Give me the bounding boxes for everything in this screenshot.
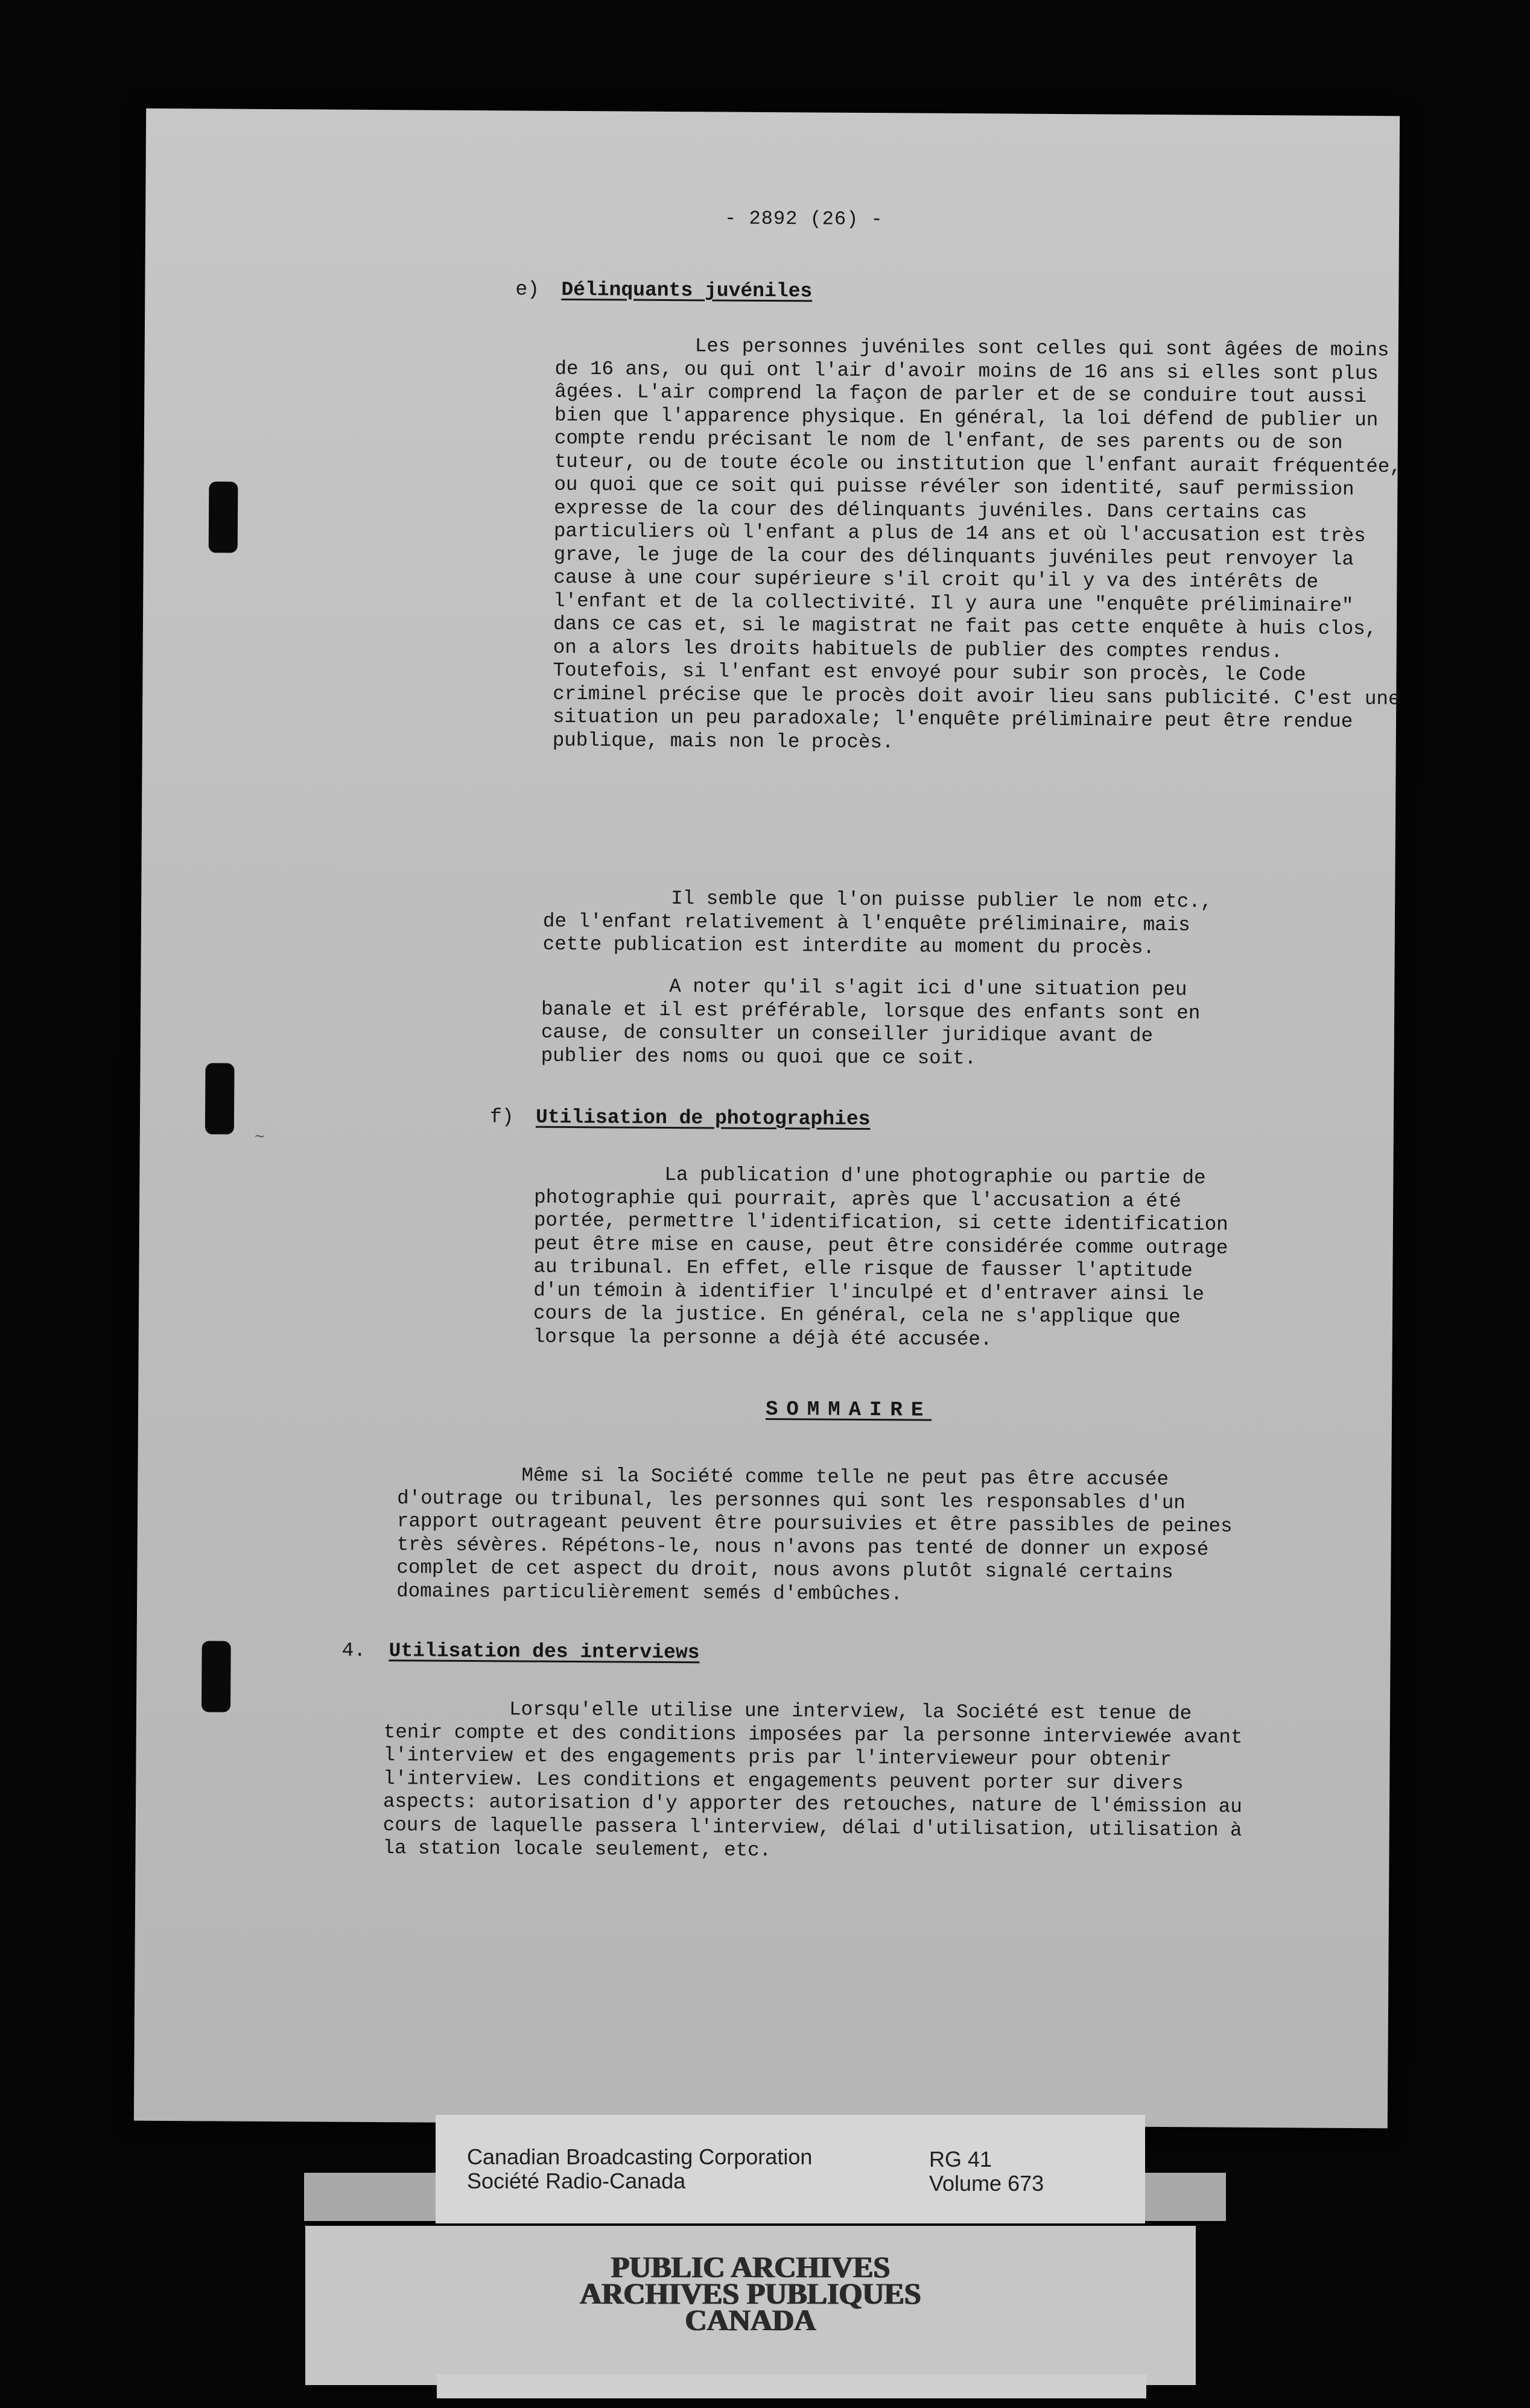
- archive-record-group: RG 41: [929, 2147, 992, 2172]
- archive-org-fr: Société Radio-Canada: [467, 2169, 686, 2193]
- binder-hole: [202, 1641, 231, 1712]
- summary-paragraph: Même si la Société comme telle ne peut pas être accusée d'outrage ou tribunal, les personnes qui sont les responsables d'un rapport outrageant peuvent être poursuivies et être passibles de peines très sévères. Répétons-le, nous n'avons pas tenté de donner un exposé complet de cet aspect du droit, nous avons plutôt signalé certains domaines particulièrement semés d'embûches.: [396, 1464, 1233, 1605]
- document-page: [134, 109, 1400, 2129]
- section-4-paragraph: Lorsqu'elle utilise une interview, la Société est tenue de tenir compte et des conditions imposées par la personne interviewée avant l'interview et des engagements pris par l'intervieweur pour obtenir l'interview. Les conditions et engagements peuvent porter sur divers aspects: autorisation d'y apporter des retouches, nature de l'émission au cours de laquelle passera l'interview, délai d'utilisation, utilisation à la station locale seulement, etc.: [382, 1698, 1243, 1862]
- binder-hole: [209, 481, 238, 553]
- section-e-paragraph-2: Il semble que l'on puisse publier le nom etc., de l'enfant relativement à l'enquête préliminaire, mais cette publication est interdite au moment du procès.: [542, 887, 1213, 959]
- archive-stamp-line-3: CANADA: [685, 2303, 816, 2337]
- section-4-title: Utilisation des interviews: [389, 1640, 700, 1664]
- section-4-number: 4.: [341, 1639, 366, 1662]
- section-f-title: Utilisation de photographies: [535, 1106, 871, 1131]
- archive-stamp: [305, 2226, 1196, 2385]
- archive-label: [436, 2115, 1145, 2223]
- archive-reference: [929, 2147, 1044, 2196]
- section-e-paragraph-1: Les personnes juvéniles sont celles qui sont âgées de moins de 16 ans, ou qui ont l'air d'avoir moins de 16 ans si elles sont plus âgées. L'air comprend la façon de parler et de se conduire tout aussi bien que l'apparence physique. En général, la loi défend de publier un compte rendu précisant le nom de l'enfant, de ses parents ou de son tuteur, ou de toute école ou institution que l'enfant aurait fréquentée, ou quoi que ce soit qui puisse révéler son identité, sauf permission expresse de la cour des délinquants juvéniles. Dans certains cas particuliers où l'enfant a plus de 14 ans et où l'accusation est très grave, le juge de la cour des délinquants juvéniles peut renvoyer la cause à une cour supérieure s'il croit qu'il y va des intérêts de l'enfant et de la collectivité. Il y aura une "enquête préliminaire" dans ce cas et, si le magistrat ne fait pas cette enquête à huis clos, on a alors les droits habituels de publier des comptes rendus. Toutefois, si l'enfant est envoyé pour subir son procès, le Code criminel précise que le procès doit avoir lieu sans publicité. C'est une situation un peu paradoxale; l'enquête préliminaire peut être rendue publique, mais non le procès.: [552, 335, 1401, 753]
- summary-title: SOMMAIRE: [765, 1398, 932, 1422]
- archive-stamp-text: [305, 2250, 1196, 2337]
- section-f-paragraph: La publication d'une photographie ou partie de photographie qui pourrait, après que l'accusation a été portée, permettre l'identification, si cette identification peut être mise en cause, peut être considérée comme outrage au tribunal. En effet, elle risque de fausser l'aptitude d'un témoin à identifier l'inculpé et d'entraver ainsi le cours de la justice. En général, cela ne s'applique que lorsque la personne a déjà été accusée.: [533, 1163, 1228, 1351]
- archive-organization: [467, 2145, 812, 2193]
- section-e-paragraph-3: A noter qu'il s'agit ici d'une situation peu banale et il est préférable, lorsque des enfants sont en cause, de consulter un conseiller juridique avant de publier des noms ou quoi que ce soit.: [541, 975, 1201, 1069]
- page-number: - 2892 (26) -: [724, 207, 883, 231]
- archive-stamp-line-1: PUBLIC ARCHIVES: [611, 2250, 890, 2284]
- section-e-title: Délinquants juvéniles: [561, 278, 813, 303]
- archive-org-en: Canadian Broadcasting Corporation: [467, 2144, 813, 2169]
- archive-stamp-base: [437, 2374, 1146, 2398]
- section-e-letter: e): [515, 278, 540, 301]
- archive-volume: Volume 673: [929, 2171, 1044, 2196]
- section-f-letter: f): [489, 1106, 514, 1129]
- binder-hole: [205, 1063, 235, 1134]
- stray-mark: ~: [254, 1128, 265, 1147]
- archive-stamp-line-2: ARCHIVES PUBLIQUES: [580, 2277, 921, 2310]
